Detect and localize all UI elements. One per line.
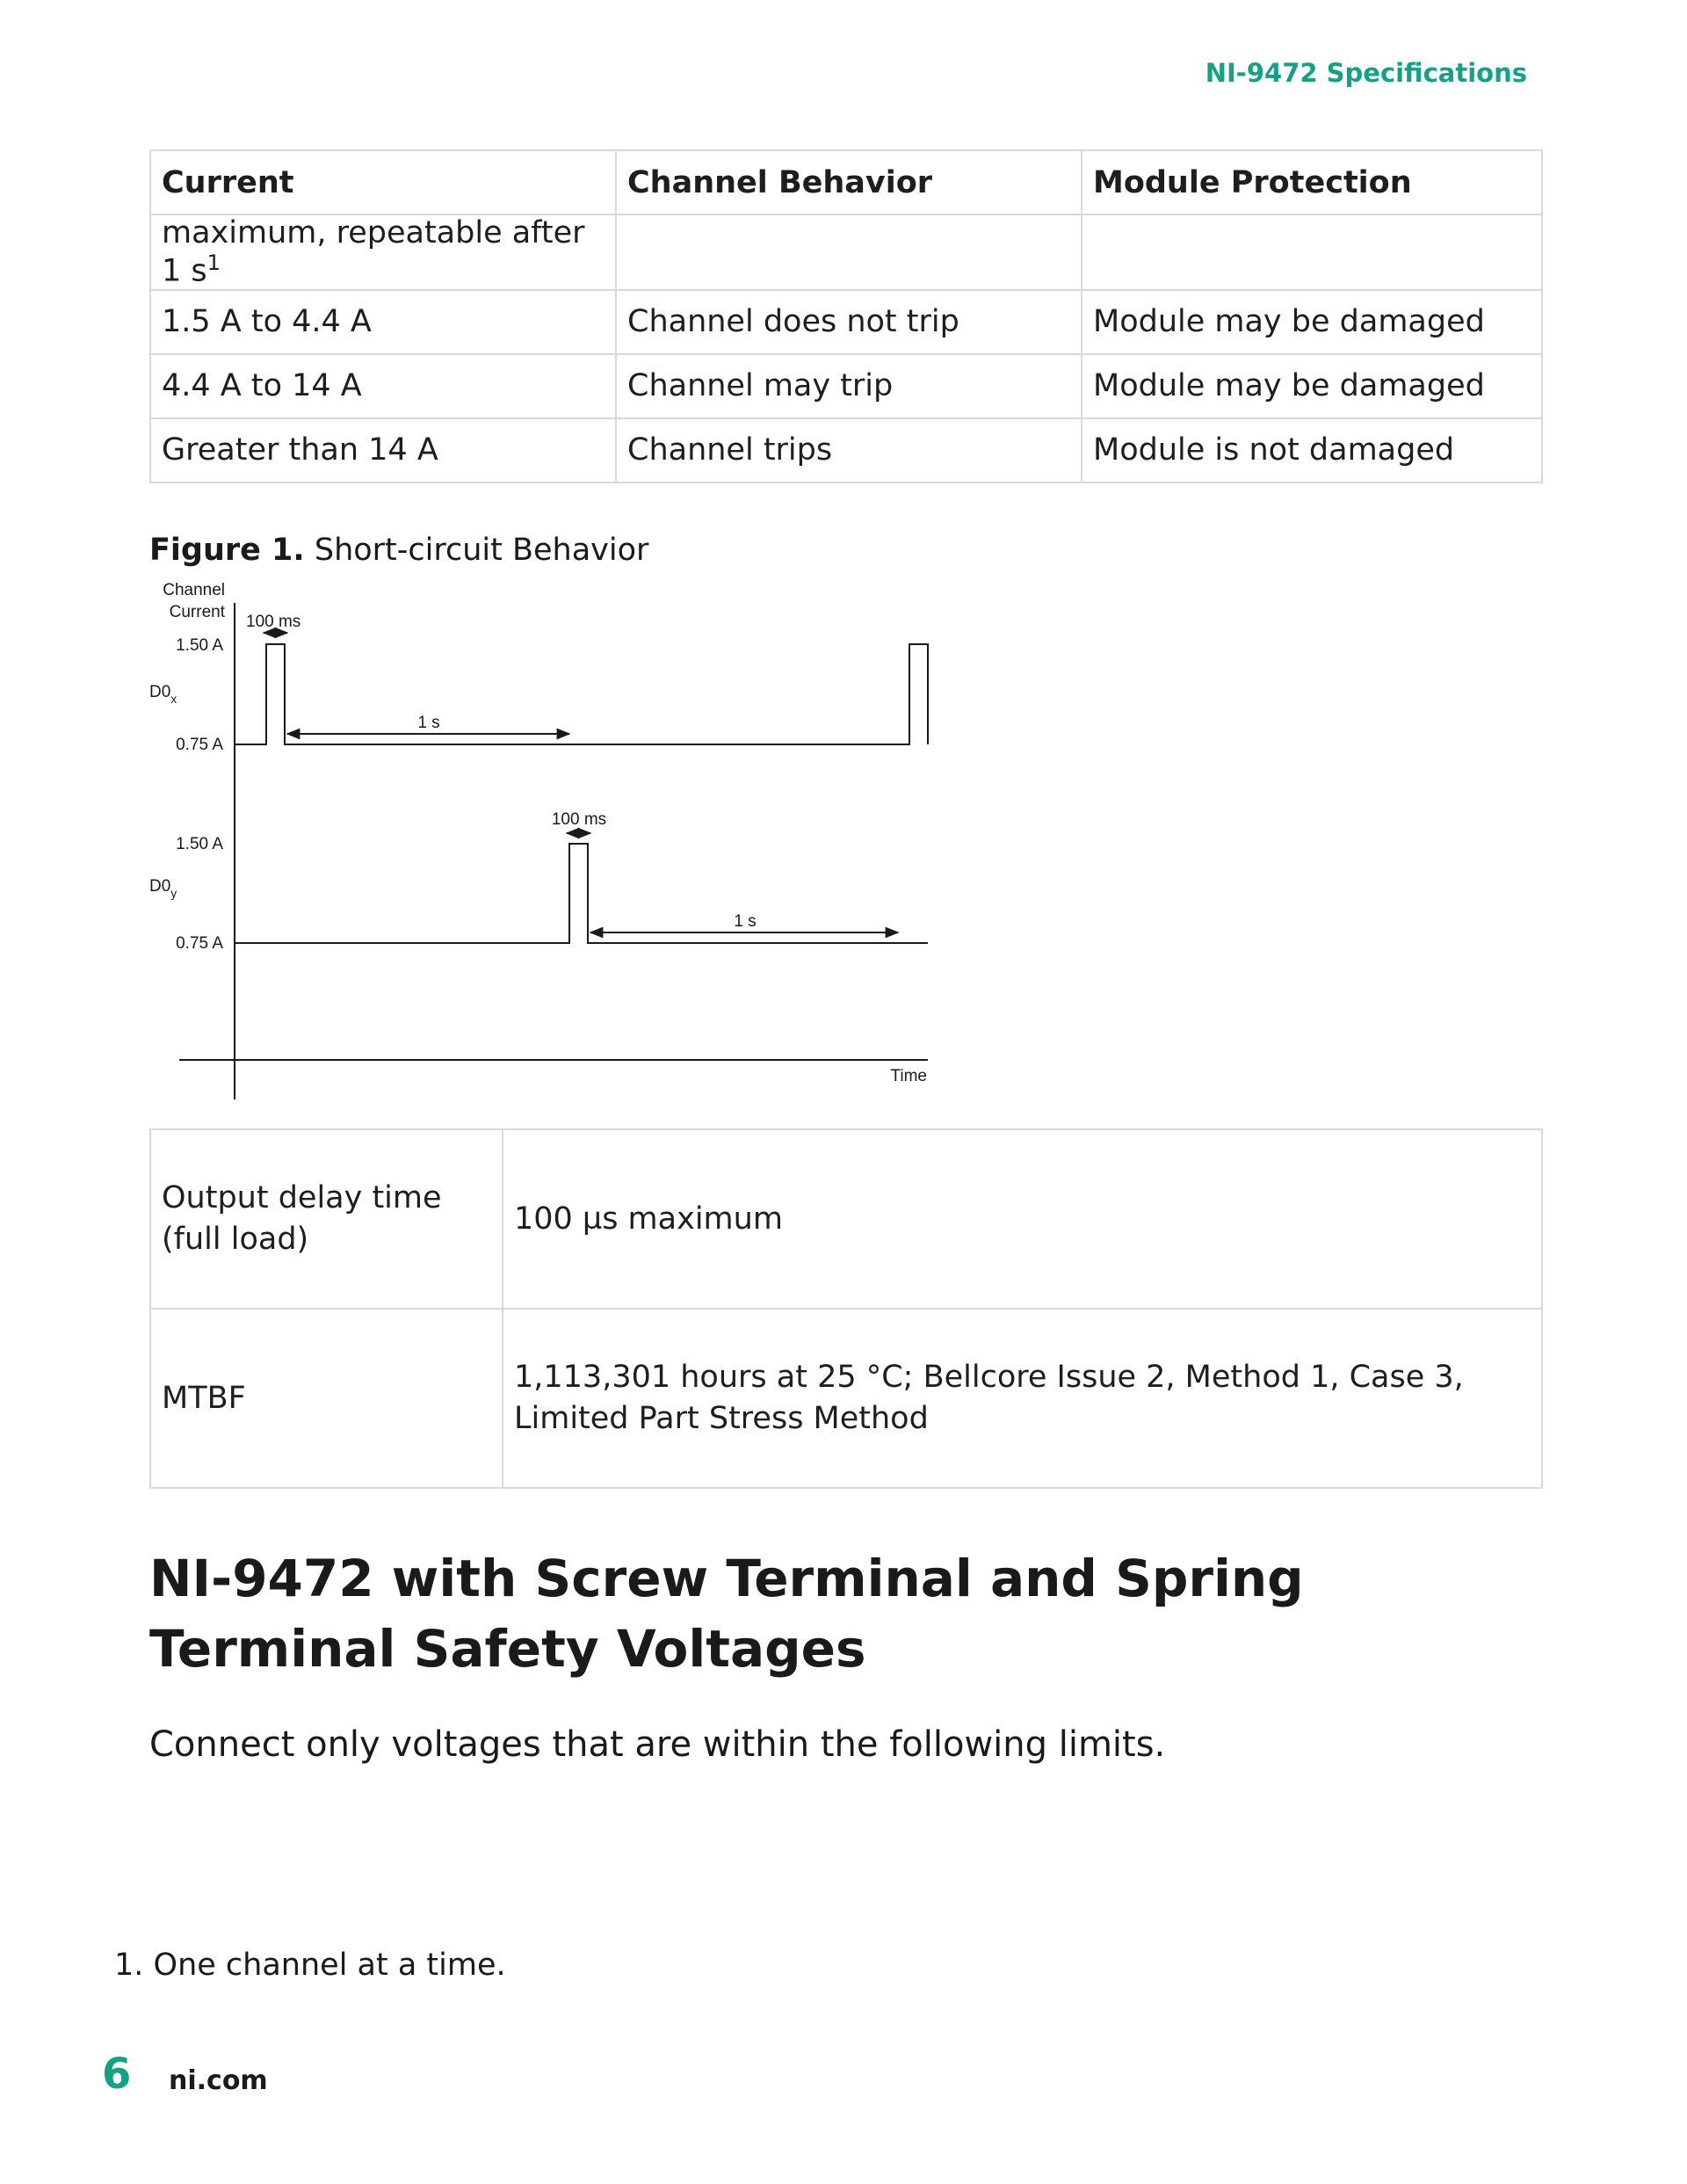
footnote	[114, 1948, 506, 1983]
footnote-ref[interactable]: 1	[206, 250, 221, 275]
channel-subscript-y: y	[170, 886, 177, 900]
table-row	[150, 1129, 1542, 1309]
table-row	[150, 1309, 1542, 1488]
footnote-number: 1.	[114, 1948, 144, 1983]
table-cell: Channel may trip	[616, 354, 1082, 418]
waveform-d0x	[235, 644, 928, 744]
pulse-width-label-x: 100 ms	[246, 613, 301, 631]
section-heading: NI-9472 with Screw Terminal and Spring Terminal Safety Voltages	[149, 1549, 1304, 1679]
level-label-low-y: 0.75 A	[176, 934, 223, 953]
column-header-channel-behavior: Channel Behavior	[616, 150, 1082, 214]
footnote-text: One channel at a time.	[153, 1948, 506, 1983]
figure-label: Figure 1.	[149, 533, 305, 568]
column-header-current: Current	[150, 150, 616, 214]
running-header: NI-9472 Specifications	[1205, 58, 1527, 88]
table-cell: 4.4 A to 14 A	[150, 354, 616, 418]
interval-label-y: 1 s	[734, 912, 757, 931]
column-header-module-protection: Module Protection	[1082, 150, 1542, 214]
waveform-d0y	[235, 844, 928, 943]
pulse-width-label-y: 100 ms	[551, 810, 607, 829]
spec-label: Output delay time (full load)	[150, 1129, 503, 1309]
y-axis-label-line2: Current	[169, 603, 225, 621]
channel-name-y: D0	[149, 877, 171, 896]
spec-value: 100 µs maximum	[503, 1129, 1542, 1309]
table-cell: Channel does not trip	[616, 290, 1082, 354]
table-cell: Channel trips	[616, 418, 1082, 483]
channel-name-x: D0	[149, 683, 171, 701]
specifications-table	[149, 1128, 1543, 1489]
spec-value: 1,113,301 hours at 25 °C; Bellcore Issue 2, Method 1, Case 3, Limited Part Stress Method	[503, 1309, 1542, 1488]
table-cell: Greater than 14 A	[150, 418, 616, 483]
section-body: Connect only voltages that are within the following limits.	[149, 1724, 1166, 1765]
channel-label-x	[149, 683, 177, 706]
table-cell: Module may be damaged	[1082, 290, 1542, 354]
cell-text: maximum, repeatable after 1 s	[162, 215, 585, 289]
channel-label-y	[149, 877, 177, 900]
channel-subscript-x: x	[170, 692, 177, 706]
table-cell: Module may be damaged	[1082, 354, 1542, 418]
y-axis-label-line1: Channel	[163, 581, 225, 599]
x-axis-label: Time	[890, 1067, 927, 1085]
level-label-low-x: 0.75 A	[176, 736, 223, 754]
level-label-high-x: 1.50 A	[176, 636, 223, 655]
spec-label: MTBF	[150, 1309, 503, 1488]
table-cell: 1.5 A to 4.4 A	[150, 290, 616, 354]
page-number: 6	[102, 2050, 132, 2099]
footer-site-link[interactable]: ni.com	[169, 2065, 268, 2096]
figure-title: Short-circuit Behavior	[314, 533, 649, 568]
level-label-high-y: 1.50 A	[176, 835, 223, 853]
table-cell: Module is not damaged	[1082, 418, 1542, 483]
interval-label-x: 1 s	[417, 714, 440, 732]
